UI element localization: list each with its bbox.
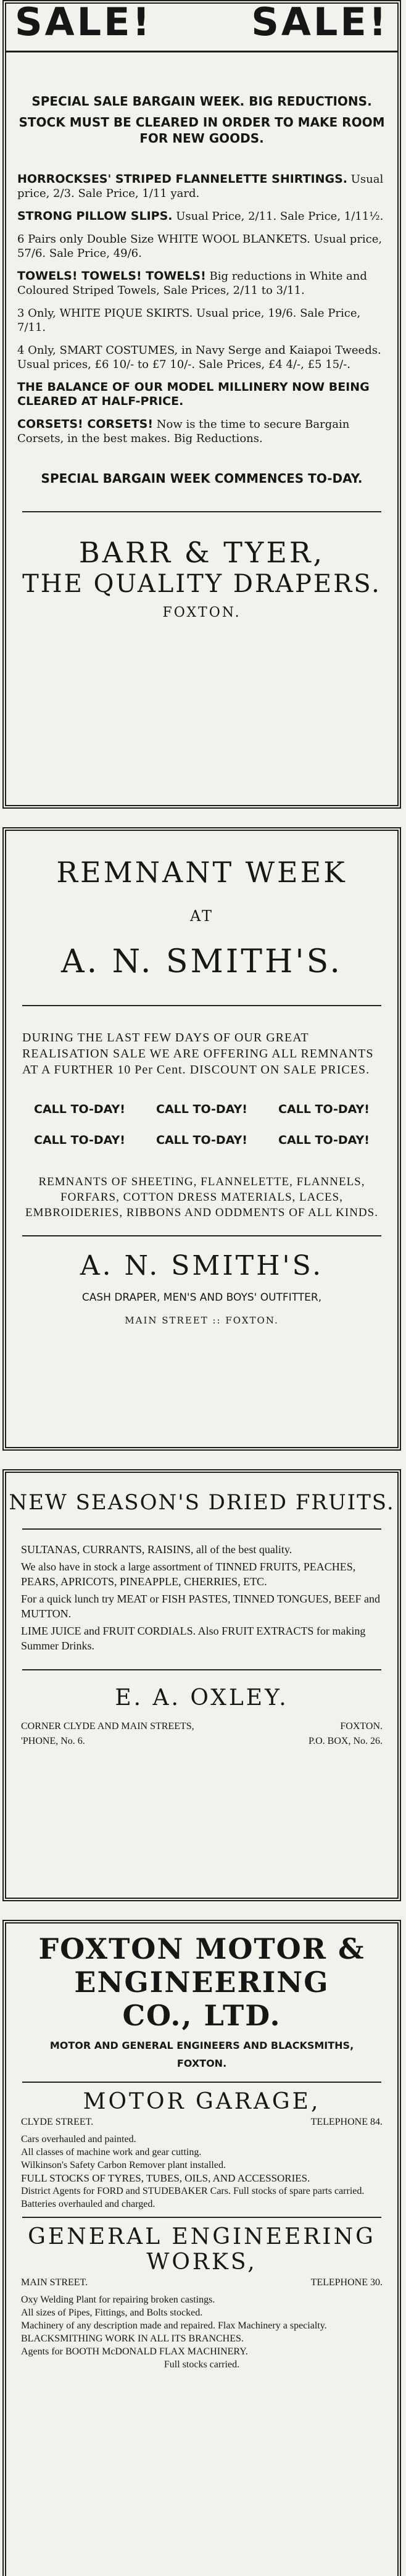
- firm-name: BARR & TYER,: [78, 536, 325, 569]
- divider: [22, 1235, 381, 1236]
- telephone: TELEPHONE 30.: [310, 2277, 383, 2288]
- service-line: Full stocks carried.: [164, 2359, 240, 2370]
- service-line: FULL STOCKS OF TYRES, TUBES, OILS, AND ACCESSORIES.: [21, 2172, 310, 2184]
- service-line: All sizes of Pipes, Fittings, and Bolts stocked.: [21, 2307, 203, 2318]
- po-box: P.O. BOX, No. 26.: [308, 1736, 383, 1746]
- fruit-line: LIME JUICE and FRUIT CORDIALS. Also FRUIT EXTRACTS for making Summer Drinks.: [21, 1625, 366, 1652]
- foxton-motor-engineering-ad: [2, 1920, 401, 2576]
- motor-garage-section: [6, 2089, 397, 2211]
- phone-row: [21, 1734, 383, 1749]
- call-today-text: CALL TO-DAY!: [156, 1103, 247, 1116]
- firm-name-line-2: ENGINEERING: [74, 1965, 329, 1999]
- divider: [22, 1669, 381, 1670]
- call-today-text: CALL TO-DAY!: [278, 1133, 370, 1147]
- address-line: MAIN STREET :: FOXTON.: [125, 1315, 279, 1326]
- service-line: Machinery of any description made and repaired. Flax Machinery a specialty.: [21, 2320, 327, 2331]
- sale-item-text: 6 Pairs only Double Size WHITE WOOL BLANKETS. Usual price, 57/6. Sale Price, 49/6.: [17, 233, 383, 260]
- firm-town: FOXTON.: [162, 605, 241, 620]
- firm-tagline: THE QUALITY DRAPERS.: [22, 570, 381, 598]
- garage-services: [21, 2133, 383, 2211]
- call-today-text: CALL TO-DAY!: [278, 1103, 370, 1116]
- sale-item: [17, 269, 386, 298]
- fruit-list: [21, 1542, 383, 1653]
- telephone: TELEPHONE 84.: [310, 2117, 383, 2127]
- service-line: BLACKSMITHING WORK IN ALL ITS BRANCHES.: [21, 2333, 244, 2344]
- firm-town: FOXTON.: [176, 2057, 227, 2069]
- street: CLYDE STREET.: [21, 2117, 94, 2127]
- call-today-text: CALL TO-DAY!: [156, 1133, 247, 1147]
- sale-item: [17, 343, 386, 372]
- lead-line-1: SPECIAL SALE BARGAIN WEEK. BIG REDUCTIONS.: [31, 94, 372, 109]
- works-contact-row: [21, 2277, 383, 2288]
- service-line: Agents for BOOTH McDONALD FLAX MACHINERY.: [21, 2346, 248, 2357]
- firm-name-line-1: FOXTON MOTOR &: [38, 1932, 365, 1965]
- section-title: MOTOR GARAGE,: [83, 2089, 321, 2114]
- lead-line-2: STOCK MUST BE CLEARED IN ORDER TO MAKE ROOM FOR NEW GOODS.: [19, 115, 385, 146]
- trade-line: CASH DRAPER, MEN'S AND BOYS' OUTFITTER,: [81, 1291, 322, 1304]
- service-line: Batteries overhauled and charged.: [21, 2199, 155, 2209]
- contact-block: [21, 1719, 383, 1749]
- sale-item: [17, 380, 386, 409]
- section-title-line-1: GENERAL ENGINEERING: [28, 2224, 376, 2249]
- sale-item-text: 4 Only, SMART COSTUMES, in Navy Serge and Kaiapoi Tweeds. Usual prices, £6 10/- to £7 10/-. Sale Prices, £4 4/-, £5 15/-.: [17, 344, 381, 371]
- an-smith-remnant-ad: [2, 827, 401, 1451]
- banner-right: SALE!: [251, 0, 389, 44]
- divider: [22, 2082, 381, 2083]
- sale-item-text: Usual Price, 2/11. Sale Price, 1/11½.: [172, 210, 384, 223]
- divider: [22, 1005, 381, 1006]
- garage-contact-row: [21, 2117, 383, 2128]
- sale-banner: [6, 0, 397, 52]
- divider: [22, 2217, 381, 2218]
- works-services: [21, 2293, 383, 2371]
- service-line: Oxy Welding Plant for repairing broken castings.: [21, 2295, 215, 2305]
- discount-notice: DURING THE LAST FEW DAYS OF OUR GREAT REALISATION SALE WE ARE OFFERING ALL REMNANTS AT A FURTHER 10 Per Cent. DISCOUNT ON SALE PRICES.: [22, 1031, 374, 1077]
- sale-item: [17, 209, 386, 223]
- street: MAIN STREET.: [21, 2277, 88, 2288]
- service-line: All classes of machine work and gear cutting.: [21, 2147, 202, 2157]
- closing-line: SPECIAL BARGAIN WEEK COMMENCES TO-DAY.: [41, 471, 363, 486]
- sale-item-text: Now is the time to secure Bargain Corsets, in the best makes. Big Reductions.: [17, 418, 350, 445]
- firm-subtitle: MOTOR AND GENERAL ENGINEERS AND BLACKSMITHS,: [49, 2040, 354, 2051]
- oxley-dried-fruits-ad: [2, 1469, 401, 1901]
- sale-item: [17, 306, 386, 335]
- sale-item-heading: TOWELS! TOWELS! TOWELS!: [17, 269, 206, 283]
- ad-title: REMNANT WEEK: [56, 856, 347, 889]
- firm-name: A. N. SMITH'S.: [61, 943, 342, 980]
- ad-title: NEW SEASON'S DRIED FRUITS.: [9, 1490, 395, 1515]
- firm-name-line-3: CO., LTD.: [122, 1999, 281, 2032]
- town: FOXTON.: [340, 1721, 383, 1732]
- corner-address: CORNER CLYDE AND MAIN STREETS,: [21, 1721, 194, 1732]
- sale-item-text: Big reductions in White and Coloured Striped Towels, Sale Prices, 2/11 to 3/11.: [17, 270, 367, 297]
- sale-item: [17, 417, 386, 446]
- barr-tyer-sale-ad: [2, 0, 401, 809]
- remnant-list: REMNANTS OF SHEETING, FLANNELETTE, FLANNELS, FORFARS, COTTON DRESS MATERIALS, LACES, EMBROIDERIES, RIBBONS AND ODDMENTS OF ALL KINDS.: [25, 1175, 378, 1219]
- service-line: District Agents for FORD and STUDEBAKER Cars. Full stocks of spare parts carried.: [21, 2186, 365, 2196]
- call-today-text: CALL TO-DAY!: [34, 1133, 125, 1147]
- section-title-line-2: WORKS,: [146, 2249, 257, 2275]
- divider: [22, 1528, 381, 1530]
- sale-item: [17, 232, 386, 261]
- firm-name-bottom: A. N. SMITH'S.: [80, 1250, 324, 1282]
- service-line: Wilkinson's Safety Carbon Remover plant installed.: [21, 2160, 226, 2170]
- at-word: AT: [189, 907, 214, 925]
- divider: [22, 511, 381, 512]
- sale-item-heading: CORSETS! CORSETS!: [17, 417, 154, 431]
- sale-item-text: Usual price, 2/3. Sale Price, 1/11 yard.: [17, 173, 384, 200]
- phone-number: 'PHONE, No. 6.: [21, 1736, 85, 1746]
- fruit-line: SULTANAS, CURRANTS, RAISINS, all of the best quality.: [21, 1543, 292, 1556]
- sale-item-text: 3 Only, WHITE PIQUE SKIRTS. Usual price, 19/6. Sale Price, 7/11.: [17, 307, 361, 334]
- call-today-grid: [19, 1103, 385, 1147]
- engineering-works-section: [6, 2224, 397, 2371]
- fruit-line: We also have in stock a large assortment of TINNED FRUITS, PEACHES, PEARS, APRICOTS, PINEAPPLE, CHERRIES, ETC.: [21, 1561, 356, 1588]
- sale-item-heading: HORROCKSES' STRIPED FLANNELETTE SHIRTINGS.: [17, 172, 348, 186]
- call-today-text: CALL TO-DAY!: [34, 1103, 125, 1116]
- sale-item-heading: STRONG PILLOW SLIPS.: [17, 209, 173, 223]
- address-row: [21, 1719, 383, 1734]
- firm-name: E. A. OXLEY.: [115, 1685, 289, 1711]
- sale-item-heading: THE BALANCE OF OUR MODEL MILLINERY NOW BEING CLEARED AT HALF-PRICE.: [17, 380, 370, 408]
- sale-item: [17, 172, 386, 201]
- service-line: Cars overhauled and painted.: [21, 2134, 136, 2145]
- banner-left: SALE!: [15, 0, 152, 44]
- fruit-line: For a quick lunch try MEAT or FISH PASTES, TINNED TONGUES, BEEF and MUTTON.: [21, 1593, 381, 1620]
